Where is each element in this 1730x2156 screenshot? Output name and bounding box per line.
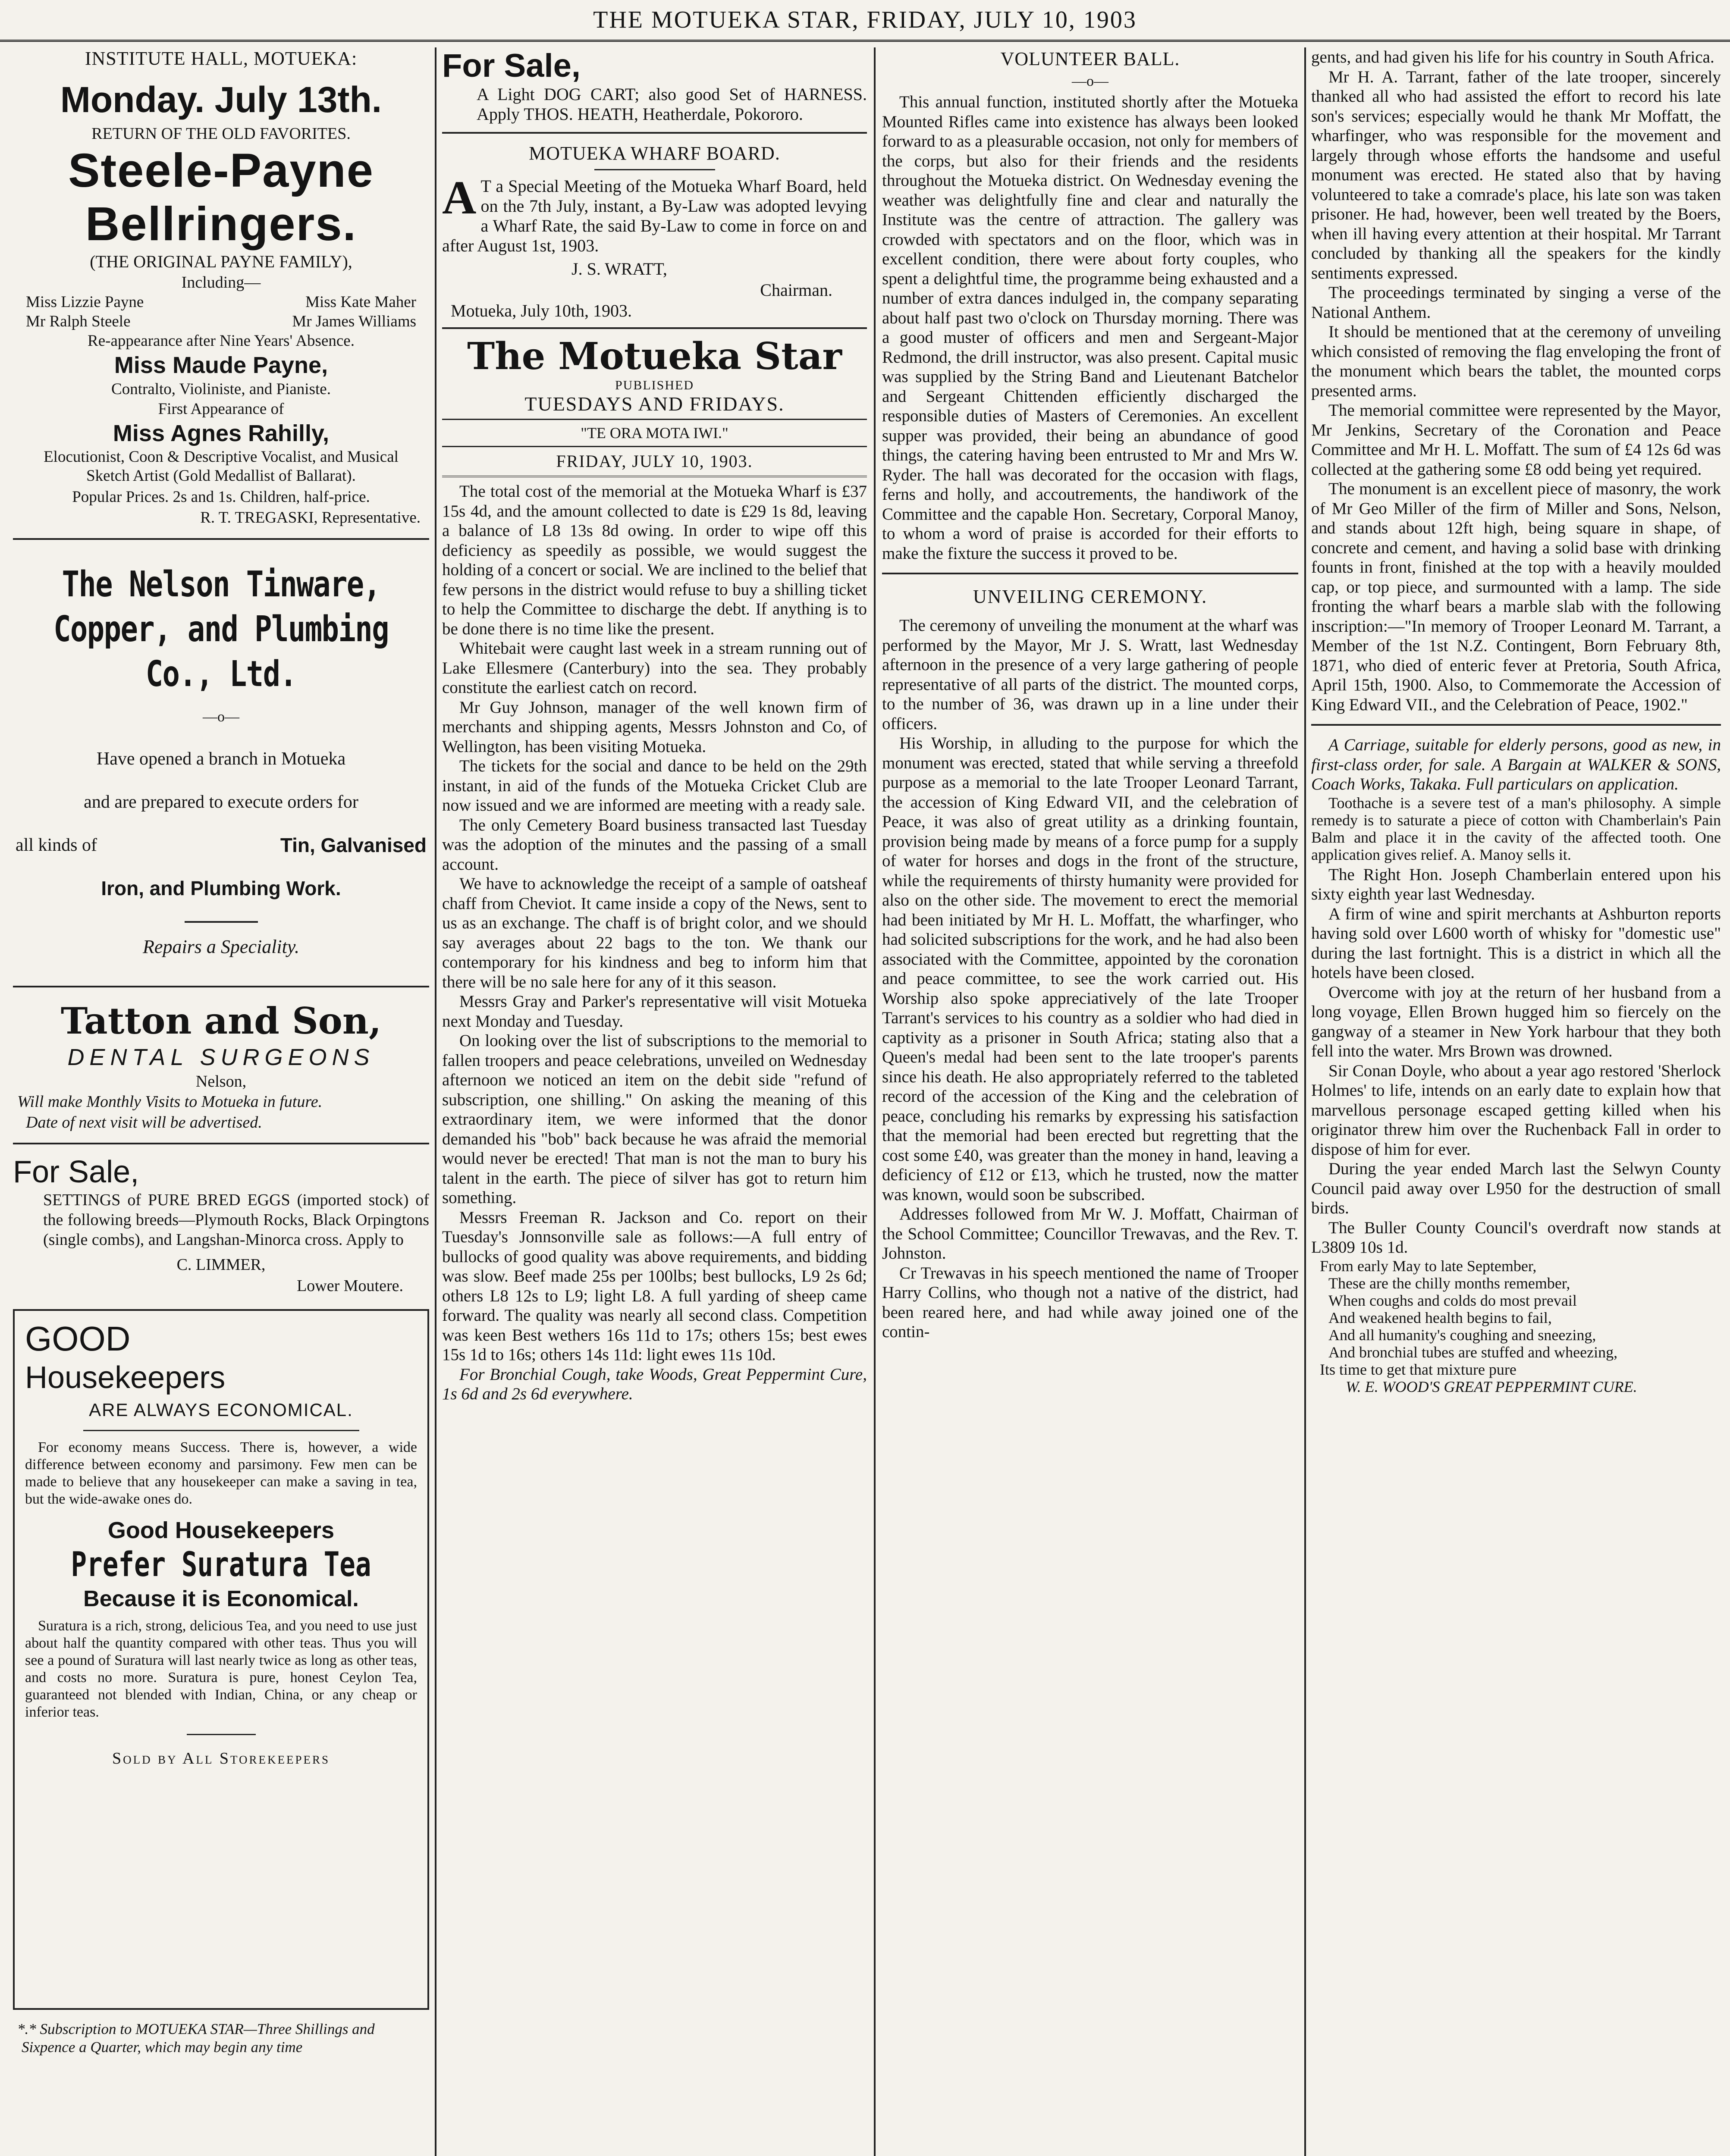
ad-headline: GOOD	[25, 1319, 131, 1358]
news-paragraph: A firm of wine and spirit merchants at Ashburton reports having sold over L600 worth of whisky for "domestic use" during the last fortnight. This is a district in which all the hotels have been closed.	[1311, 904, 1721, 982]
article-paragraph: The ceremony of unveiling the monument at the wharf was performed by the Mayor, Mr J. S. Wratt, last Wednesday afternoon in the presence of a very large gathering of people representative of all parts of the district. The mounted corps, to the number of 36, was drawn up in a line under their officers.	[882, 616, 1298, 733]
ad-text: Re-appearance after Nine Years' Absence.	[88, 332, 355, 350]
divider	[442, 327, 867, 329]
unveiling-continued	[1311, 47, 1721, 714]
ad-text-bold: Iron, and Plumbing Work.	[101, 877, 341, 899]
ad-venue: INSTITUTE HALL, MOTUEKA:	[85, 48, 358, 69]
ad-headline: Bellringers.	[85, 197, 357, 251]
divider	[882, 573, 1298, 574]
column-rule	[874, 47, 876, 2156]
news-paragraph: Messrs Gray and Parker's representative will visit Motueka next Monday and Tuesday.	[442, 992, 867, 1031]
ad-date: Monday. July 13th.	[60, 79, 382, 120]
ad-text: Nelson,	[195, 1072, 247, 1091]
toothache-ad: Toothache is a severe test of a man's philosophy. A simple remedy is to saturate a piece of cotton with Chamberlain's Pain Balm and place it in the cavity of the affected tooth. One application gives relief. A. Manoy sells it.	[1311, 794, 1721, 863]
poem-line: W. E. WOOD'S GREAT PEPPERMINT CURE.	[1346, 1378, 1637, 1395]
cast-name: Miss Kate Maher	[305, 293, 416, 311]
poem-line: When coughs and colds do most prevail	[1328, 1291, 1577, 1309]
short-rule	[83, 1430, 359, 1431]
issue-date: FRIDAY, JULY 10, 1903.	[556, 451, 753, 471]
article-paragraph: Addresses followed from Mr W. J. Moffatt, Chairman of the School Committee; Councillor Trewavas, and the Rev. T. Johnston.	[882, 1205, 1298, 1263]
article-paragraph: gents, and had given his life for his country in South Africa.	[1311, 48, 1714, 66]
poem-line: And weakened health begins to fail,	[1328, 1309, 1552, 1326]
news-paragraph: The tickets for the social and dance to be held on the 29th instant, in aid of the funds of the Motueka Cricket Club are now issued and we are informed are meeting with a ready sale.	[442, 757, 867, 815]
cast-name: Miss Lizzie Payne	[26, 293, 144, 311]
article-paragraph: The memorial committee were represented by the Mayor, Mr Jenkins, Secretary of the Coronation and Peace Committee and Mr H. L. Moffatt. The sum of £4 12s 6d was collected at the gathering some £8 odd being yet required.	[1311, 401, 1721, 479]
ad-headline: Steele-Payne	[68, 144, 374, 197]
ad-text: Date of next visit will be advertised.	[26, 1113, 262, 1131]
divider	[13, 538, 429, 540]
news-paragraph: Sir Conan Doyle, who about a year ago restored 'Sherlock Holmes' to life, intends on an early date to explain how that marvellous personage escaped getting killed when his originator threw him over the Ruchenback Fall in order to dispose of him for ever.	[1311, 1061, 1721, 1159]
divider	[1311, 724, 1721, 726]
unveiling-article	[882, 616, 1298, 1342]
article-paragraph: The monument is an excellent piece of masonry, the work of Mr Geo Miller of the firm of Miller and Sons, Nelson, and stands about 12ft high, being square in shape, of concrete and cement, and having a solid base with drinking founts in front, finished at the top with a heavily moulded cap, or top piece, and surmounted with a lamp. The side fronting the wharf bears a marble slab with the following inscription:—"In memory of Trooper Leonard M. Tarrant, a Member of the 1st N.Z. Contingent, Born February 8th, 1871, who died of enteric fever at Pretoria, South Africa, April 15th, 1900. Also, to Commemorate the Accession of King Edward VII., and the Celebration of Peace, 1902."	[1311, 479, 1721, 714]
ad-headline: Good Housekeepers	[107, 1517, 335, 1543]
article-title: VOLUNTEER BALL.	[1000, 48, 1180, 69]
ad-text: SETTINGS of PURE BRED EGGS (imported stock) of the following breeds—Plymouth Rocks, Black Orpingtons (single combs), and Langshan-Minorca cross. Apply to	[43, 1191, 429, 1249]
ad-headline: Copper, and Plumbing	[53, 609, 389, 650]
ad-place: Lower Moutere.	[297, 1277, 403, 1295]
eggs-ad	[13, 1154, 429, 1296]
news-items	[442, 482, 867, 1404]
article-paragraph: The proceedings terminated by singing a verse of the National Anthem.	[1311, 283, 1721, 322]
ad-tagline: Repairs a Speciality.	[143, 936, 299, 957]
ad-headline: For Sale,	[442, 47, 581, 84]
notice-dateline: Motueka, July 10th, 1903.	[451, 301, 632, 320]
newspaper-nameplate	[442, 335, 867, 477]
ad-contact: C. LIMMER,	[176, 1256, 266, 1274]
ad-subtitle: RETURN OF THE OLD FAVORITES.	[91, 125, 351, 143]
ad-performer: Miss Agnes Rahilly,	[113, 420, 330, 446]
divider	[442, 419, 867, 420]
notice-signature: J. S. WRATT,	[571, 259, 667, 279]
article-title: UNVEILING CEREMONY.	[973, 586, 1208, 607]
ad-text: Elocutionist, Coon & Descriptive Vocalist, and Musical Sketch Artist (Gold Medallist of Ballarat).	[44, 448, 399, 485]
news-paragraph: The Right Hon. Joseph Chamberlain entered upon his sixty eighth year last Wednesday.	[1311, 865, 1721, 903]
short-rule	[187, 1734, 256, 1735]
peppermint-cure-poem	[1311, 1257, 1721, 1395]
carriage-ad	[1311, 735, 1721, 794]
notice-title: MOTUEKA WHARF BOARD.	[529, 143, 780, 164]
news-items	[1311, 865, 1721, 1257]
cast-row	[13, 312, 429, 331]
divider	[442, 132, 867, 134]
short-rule	[594, 169, 715, 170]
ad-text: Including—	[181, 273, 261, 291]
tinware-ad	[13, 549, 429, 960]
ad-text: Have opened a branch in Motueka	[96, 749, 346, 769]
news-paragraph: Mr Guy Johnson, manager of the well known firm of merchants and shipping agents, Messrs Johnston and Co, of Wellington, has been visiting Motueka.	[442, 698, 867, 756]
ad-text: and are prepared to execute orders for	[84, 792, 358, 812]
news-paragraph: Messrs Freeman R. Jackson and Co. report on their Tuesday's Jonnsonville sale as follows:—A full entry of bullocks of good quality was above requirements, and bidding was slow. Beef made 25s per 100lbs; best bullocks, L9 2s 6d; others L8 12s to L9; light L8. A full yarding of sheep came forward. The quality was nearly all second class. Competition was keen Best wethers 16s 11d to 17s; others 15s; best ewes 15s 1d to 16s; others 14s 11d: light ewes 11s 10d.	[442, 1208, 867, 1364]
poem-line: Its time to get that mixture pure	[1320, 1360, 1516, 1378]
ad-prices: Popular Prices. 2s and 1s. Children, half-price.	[72, 488, 370, 506]
institute-hall-ad	[13, 47, 429, 529]
subscription-notice: *.* Subscription to MOTUEKA STAR—Three Shillings and Sixpence a Quarter, which may begin any time	[17, 2021, 375, 2056]
cough-ad: For Bronchial Cough, take Woods, Great Peppermint Cure, 1s 6d and 2s 6d everywhere.	[442, 1365, 867, 1403]
nameplate-motto: "TE ORA MOTA IWI."	[581, 424, 728, 442]
notice-text: T a Special Meeting of the Motueka Wharf Board, held on the 7th July, instant, a By-Law was adopted levying a Wharf Rate, the said By-Law to come in force on and after August 1st, 1903.	[442, 176, 867, 255]
separator: —o—	[1072, 73, 1108, 89]
news-paragraph: Whitebait were caught last week in a stream running out of Lake Ellesmere (Canterbury) into the sea. They probably constitute the earliest catch on record.	[442, 639, 867, 697]
nameplate-text: PUBLISHED	[615, 378, 694, 392]
ad-performer: Miss Maude Payne,	[114, 352, 328, 378]
ad-headline: Co., Ltd.	[145, 654, 297, 695]
ad-text: First Appearance of	[158, 400, 284, 418]
notice-role: Chairman.	[760, 280, 832, 300]
ad-headline: For Sale,	[13, 1155, 139, 1189]
news-paragraph: On looking over the list of subscriptions to the memorial to fallen troopers and peace celebrations, unveiled on Wednesday afternoon we noticed an item on the debit side "refund of subscription, one shilling." On asking the meaning of this extraordinary item, we were informed that the donor demanded his "bob" back because he was afraid the memorial would never be erected! That man is not the man to bury his talent in the earth. The piece of silver has got to return him something.	[442, 1031, 867, 1207]
column-3	[882, 47, 1298, 2156]
ad-text: Contralto, Violiniste, and Pianiste.	[111, 380, 331, 398]
ad-footer: Sold by All Storekeepers	[112, 1749, 330, 1767]
article-paragraph: It should be mentioned that at the ceremony of unveiling which consisted of removing the flag enveloping the front of the monument which bears the tablet, the mounted corps presented arms.	[1311, 323, 1721, 400]
masthead: THE MOTUEKA STAR, FRIDAY, JULY 10, 1903	[0, 0, 1730, 42]
divider	[442, 446, 867, 447]
ad-headline: Tatton and Son,	[60, 1000, 382, 1042]
ad-text: all kinds of	[16, 835, 97, 855]
divider	[13, 986, 429, 987]
ad-headline: The Nelson Tinware,	[62, 564, 380, 605]
ad-text-bold: Tin, Galvanised	[280, 834, 427, 856]
drop-cap: A	[442, 171, 477, 224]
cast-name: Mr James Williams	[292, 313, 416, 330]
nameplate-title: The Motueka Star	[467, 335, 842, 378]
news-paragraph: The only Cemetery Board business transacted last Tuesday was the adoption of the minutes and the passing of a small account.	[442, 815, 867, 874]
ad-representative: R. T. TREGASKI, Representative.	[200, 509, 421, 526]
divider	[13, 1143, 429, 1144]
ad-text: For economy means Success. There is, however, a wide difference between economy and parsimony. Few men can be made to believe that any housekeeper can make a saving in tea, but the wide-awake ones do.	[25, 1439, 417, 1507]
news-paragraph: Overcome with joy at the return of her husband from a long voyage, Ellen Brown hugged him so fiercely on the gangway of a steamer in New York harbour that they both fell into the water. Mrs Brown was drowned.	[1311, 983, 1721, 1060]
ad-text: (THE ORIGINAL PAYNE FAMILY),	[90, 252, 352, 271]
column-2	[442, 47, 867, 2156]
poem-line: These are the chilly months remember,	[1328, 1274, 1570, 1292]
poem-line: From early May to late September,	[1320, 1257, 1537, 1275]
poem-line: And all humanity's coughing and sneezing,	[1328, 1326, 1596, 1344]
ad-text-row	[16, 824, 427, 867]
ad-text: Will make Monthly Visits to Motueka in future.	[17, 1093, 323, 1111]
ad-subheading: DENTAL SURGEONS	[67, 1044, 375, 1070]
cast-row	[13, 292, 429, 312]
article-paragraph: This annual function, instituted shortly after the Motueka Mounted Rifles came into existence has always been looked forward to as a pleasurable occasion, not only for members of the corps, but also for their friends and the residents throughout the Motueka district. On Wednesday evening the weather was delightfully fine and clear and naturally the Institute was the centre of attraction. The gallery was crowded with spectators and on the floor, which was in excellent condition, there were about forty couples, who spent a delightful time, the programme being exhausted and a number of extra dances indulged in, the company separating about half past two o'clock on Thursday morning. There was a good muster of officers and men and Sergeant-Major Redmond, the drill instructor, was also present. Capital music was supplied by the String Band and Lieutenant Batchelor and Sergeant Chittenden efficiently discharged the responsible duties of Masters of Ceremonies. An excellent supper was provided, their being an abundance of good things, the catering having been entrusted to Mr and Mrs W. Ryder. The hall was decorated for the occasion with flags, ferns and holly, and accoutrements, the handiwork of the Committee and the capable Hon. Secretary, Corporal Manoy, to whom a word of praise is accorded for their efforts to make the fixture the success it proved to be.	[882, 93, 1298, 563]
carriage-ad-text: A Carriage, suitable for elderly persons, good as new, in first-class order, for sale. A Bargain at WALKER & SONS, Coach Works, Takaka. Full particulars on application.	[1311, 736, 1721, 793]
wharf-board-notice	[442, 141, 867, 321]
article-paragraph: Cr Trewavas in his speech mentioned the name of Trooper Harry Collins, who though not a native of the district, had been reared here, and had while away joined one of the contin-	[882, 1263, 1298, 1341]
ad-headline: Housekeepers	[25, 1360, 226, 1395]
news-paragraph: During the year ended March last the Selwyn County Council paid away over L950 for the destruction of small birds.	[1311, 1159, 1721, 1217]
short-rule	[185, 921, 258, 923]
ad-text: Suratura is a rich, strong, delicious Tea, and you need to use just about half the quantity compared with other teas. Thus you will see a pound of Suratura will last nearly twice as long as other teas, and costs no more. Suratura is pure, honest Ceylon Tea, guaranteed not blended with Indian, China, or any cheap or inferior teas.	[25, 1618, 417, 1720]
ad-text: A Light DOG CART; also good Set of HARNESS. Apply THOS. HEATH, Heatherdale, Pokororo.	[477, 85, 867, 124]
ad-subheading: ARE ALWAYS ECONOMICAL.	[89, 1400, 353, 1420]
news-paragraph: The Buller County Council's overdraft now stands at L3809 10s 1d.	[1311, 1218, 1721, 1257]
cast-name: Mr Ralph Steele	[26, 313, 131, 330]
separator: —o—	[203, 709, 239, 725]
divider	[442, 476, 867, 477]
volunteer-ball-article	[882, 92, 1298, 563]
poem-line: And bronchial tubes are stuffed and wheezing,	[1328, 1343, 1618, 1361]
column-rule	[1304, 47, 1306, 2156]
column-rule	[435, 47, 436, 2156]
nameplate-text: TUESDAYS AND FRIDAYS.	[524, 393, 785, 415]
column-4	[1311, 47, 1721, 2156]
news-paragraph: The total cost of the memorial at the Motueka Wharf is £37 15s 4d, and the amount collected to date is £29 1s 8d, leaving a balance of L8 13s 8d owing. In order to wipe off this deficiency as speedily as possible, we would suggest the holding of a concert or social. We are inclined to the belief that few persons in the district would refuse to buy a shilling ticket to help the Committee to discharge the debt. If anything is to be done there is no time like the present.	[442, 482, 867, 638]
suratura-tea-ad	[13, 1309, 429, 2010]
news-paragraph: We have to acknowledge the receipt of a sample of oatsheaf chaff from Cheviot. It came inside a copy of the News, sent to us as an exchange. The chaff is of bright color, and we should say averages about 22 bags to the ton. We thank our contemporary for his kindness and beg to inform him that there will be no sale here for any of it this season.	[442, 874, 867, 991]
article-paragraph: His Worship, in alluding to the purpose for which the monument was erected, stated that while serving a threefold purpose as a memorial to the late Trooper Leonard Tarrant, the accession of King Edward VII, and the celebration of Peace, it was also of great utility as a drinking fountain, provision being made by means of a force pump for a supply of water for horses and dogs in the front of the structure, while the requirements of thirsty humanity were provided for also on the other side. The movement to erect the memorial had been initiated by Mr H. L. Moffatt, the wharfinger, who had solicited subscriptions for the work, and he had also been associated with the Committee, appointed by the coronation and peace committee, to see the work carried out. His Worship also spoke appreciatively of the late Trooper Tarrant's services to his country as a soldier who had died in captivity as a prisoner in South Africa; stating also that a Queen's medal had been sent to the late trooper's parents since his death. He also appropriately referred to the tableted record of the accession of the King and the celebration of peace, concluding his remarks by expressing his satisfaction that the memorial had been erected but regretting that the cost some £40, was greater than the money in hand, leaving a deficiency of £12 or £13, which he trusted, now the matter was known, would soon be subscribed.	[882, 734, 1298, 1204]
ad-headline: Because it is Economical.	[83, 1586, 359, 1611]
column-1	[13, 47, 429, 2156]
ad-headline: Prefer Suratura Tea	[71, 1545, 371, 1584]
dog-cart-ad	[442, 47, 867, 124]
article-paragraph: Mr H. A. Tarrant, father of the late trooper, sincerely thanked all who had assisted the effort to record his late son's services; especially would he thank Mr Moffatt, the wharfinger, who was responsible for the movement and largely through whose efforts the handsome and useful monument was erected. He stated also that by having volunteered to take a comrade's place, his late son was taken prisoner. He had, however, been well treated by the Boers, when ill having every attention at their hospital. Mr Tarrant concluded by thanking all the speakers for the kindly sentiments expressed.	[1311, 67, 1721, 282]
tatton-ad	[13, 999, 429, 1133]
